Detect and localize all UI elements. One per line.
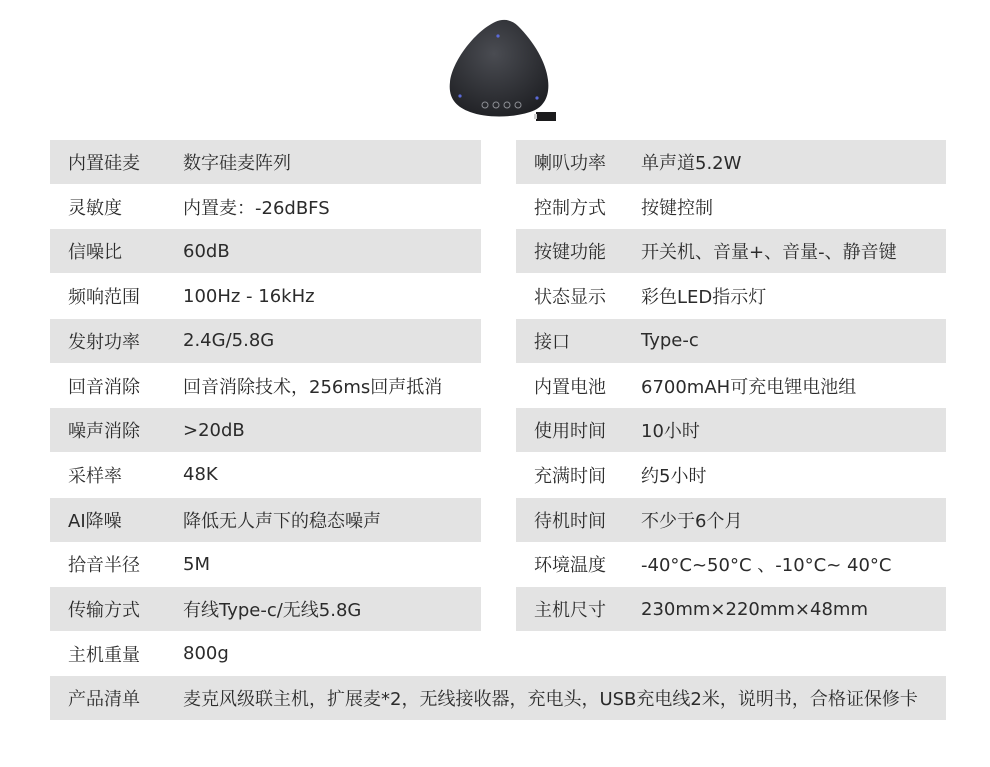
spec-label: 按键功能 xyxy=(534,242,606,264)
spec-value: 6700mAH可充电锂电池组 xyxy=(641,376,857,398)
spec-value: 回音消除技术，256ms回声抵消 xyxy=(183,376,443,398)
spec-value: 开关机、音量+、音量-、静音键 xyxy=(641,242,897,264)
spec-value: 5M xyxy=(183,553,210,575)
spec-value: 48K xyxy=(183,464,218,486)
spec-value: Type-c xyxy=(641,330,699,352)
spec-label: 充满时间 xyxy=(534,465,606,487)
spec-row xyxy=(516,542,946,586)
spec-label: 使用时间 xyxy=(534,421,606,443)
spec-value: >20dB xyxy=(183,419,245,441)
spec-row xyxy=(50,408,481,452)
spec-label: 采样率 xyxy=(68,465,122,487)
spec-row xyxy=(516,319,946,363)
spec-value: 单声道5.2W xyxy=(641,153,742,174)
spec-row xyxy=(516,364,946,408)
spec-label: 待机时间 xyxy=(534,510,606,532)
spec-row xyxy=(516,185,946,229)
spec-value: 10小时 xyxy=(641,421,700,443)
spec-value: 不少于6个月 xyxy=(641,510,743,532)
spec-value: -40°C~50°C 、-10°C~ 40°C xyxy=(641,555,892,577)
spec-label: 喇叭功率 xyxy=(534,153,606,174)
spec-label: 状态显示 xyxy=(534,287,606,309)
spec-label: 噪声消除 xyxy=(68,421,140,443)
spec-row xyxy=(50,229,481,273)
spec-value: 800g xyxy=(183,643,229,665)
spec-row xyxy=(50,319,481,363)
spec-label: 传输方式 xyxy=(68,600,140,621)
spec-value: 230mm×220mm×48mm xyxy=(641,598,868,620)
spec-row xyxy=(50,274,481,318)
spec-value: 2.4G/5.8G xyxy=(183,330,275,352)
spec-row xyxy=(516,229,946,273)
spec-label: 拾音半径 xyxy=(68,555,140,577)
spec-label: 环境温度 xyxy=(534,555,606,577)
spec-label: 内置电池 xyxy=(534,376,606,398)
spec-value: 降低无人声下的稳态噪声 xyxy=(183,510,381,532)
spec-value: 按键控制 xyxy=(641,197,713,219)
spec-label: AI降噪 xyxy=(68,510,122,532)
spec-value: 60dB xyxy=(183,240,230,262)
spec-label: 接口 xyxy=(534,331,570,353)
spec-label: 发射功率 xyxy=(68,331,140,353)
spec-row xyxy=(516,408,946,452)
spec-row xyxy=(50,364,481,408)
spec-row xyxy=(516,498,946,542)
spec-row xyxy=(50,587,481,631)
spec-label: 灵敏度 xyxy=(68,197,122,219)
spec-row xyxy=(50,498,481,542)
spec-value: 有线Type-c/无线5.8G xyxy=(183,600,362,621)
spec-label: 控制方式 xyxy=(534,197,606,219)
spec-label: 回音消除 xyxy=(68,376,140,398)
spec-row xyxy=(516,453,946,497)
spec-row xyxy=(516,140,946,184)
spec-row xyxy=(50,453,481,497)
spec-label: 频响范围 xyxy=(68,287,140,309)
spec-value: 彩色LED指示灯 xyxy=(641,287,767,309)
spec-row xyxy=(50,140,481,184)
spec-value: 内置麦：-26dBFS xyxy=(183,197,330,219)
spec-value: 数字硅麦阵列 xyxy=(183,153,291,174)
spec-row-weight xyxy=(50,632,481,676)
spec-value: 麦克风级联主机，扩展麦*2，无线接收器，充电头，USB充电线2米，说明书，合格证保修卡 xyxy=(183,689,918,711)
spec-label: 主机尺寸 xyxy=(534,600,606,621)
spec-value: 约5小时 xyxy=(641,465,707,487)
spec-label: 主机重量 xyxy=(68,644,140,666)
spec-row-package xyxy=(50,676,946,720)
spec-label: 信噪比 xyxy=(68,242,122,264)
spec-label: 内置硅麦 xyxy=(68,153,140,174)
spec-row xyxy=(516,587,946,631)
spec-value: 100Hz - 16kHz xyxy=(183,285,315,307)
spec-label: 产品清单 xyxy=(68,689,140,711)
spec-row xyxy=(516,274,946,318)
speakerphone-image xyxy=(438,10,568,130)
spec-row xyxy=(50,185,481,229)
spec-row xyxy=(50,542,481,586)
